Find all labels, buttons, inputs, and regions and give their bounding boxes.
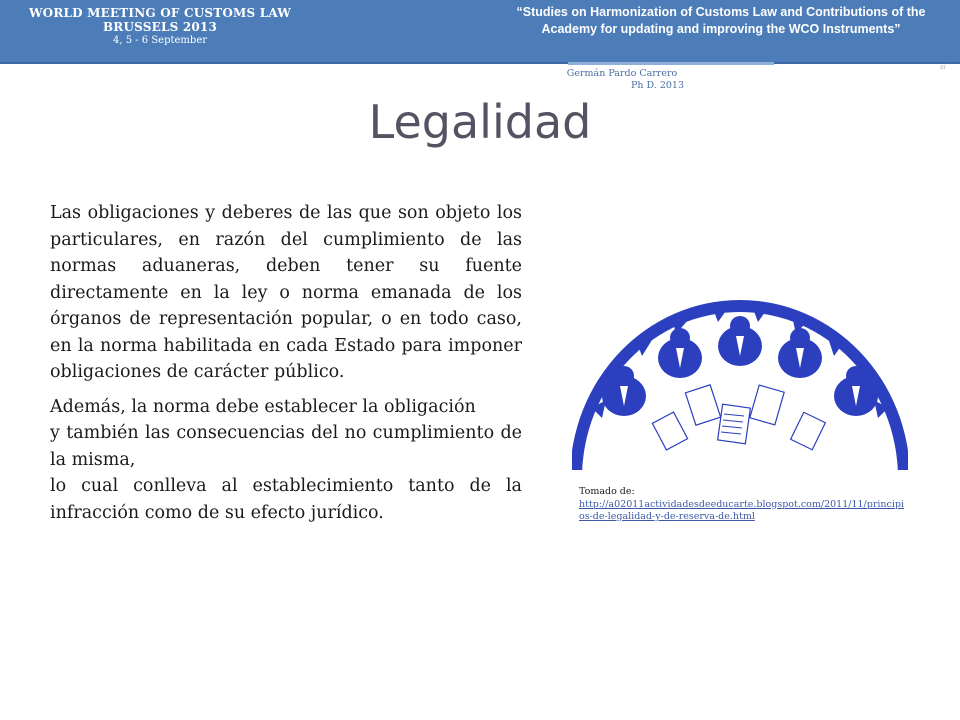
caption-label: Tomado de: [579,486,635,497]
author-divider [568,62,774,65]
study-title: “Studies on Harmonization of Customs Law and Contributions of the Academy for updating and improving the WCO Instruments” [516,5,926,36]
figure-caption [579,486,909,524]
meeting-people-icon [572,288,908,470]
paragraph: y también las consecuencias del no cumplimiento de la misma, [50,423,522,470]
paragraph: Además, la norma debe establecer la obligación [50,396,476,417]
slide-title: Legalidad [368,95,592,149]
paragraph: Las obligaciones y deberes de las que son objeto los particulares, en razón del cumplimiento de las normas aduaneras, deben tener su fuente directamente en la ley o norma emanada de los órganos de representación popular, o en todo caso, en la norma habilitada en cada Estado para imponer obligaciones de carácter público. [50,203,522,382]
author-name: Germán Pardo Carrero [566,68,678,79]
corner-mark: ㎡ [940,64,947,71]
paragraph: lo cual conlleva al establecimiento tanto de la infracción como de su efecto jurídico. [50,476,522,523]
author-info [560,68,684,92]
meeting-dates: 4, 5 - 6 September [112,35,208,46]
author-degree: Ph D. 2013 [630,80,684,91]
meeting-title: WORLD MEETING OF CUSTOMS LAW BRUSSELS 2013 [28,6,291,34]
source-link[interactable]: http://a02011actividadesdeeducarte.blogspot.com/2011/11/principios-de-legalidad-y-de-reserva-de.html [579,498,905,522]
header-bar [0,0,960,64]
meeting-info [0,6,320,48]
body-text [50,200,522,526]
